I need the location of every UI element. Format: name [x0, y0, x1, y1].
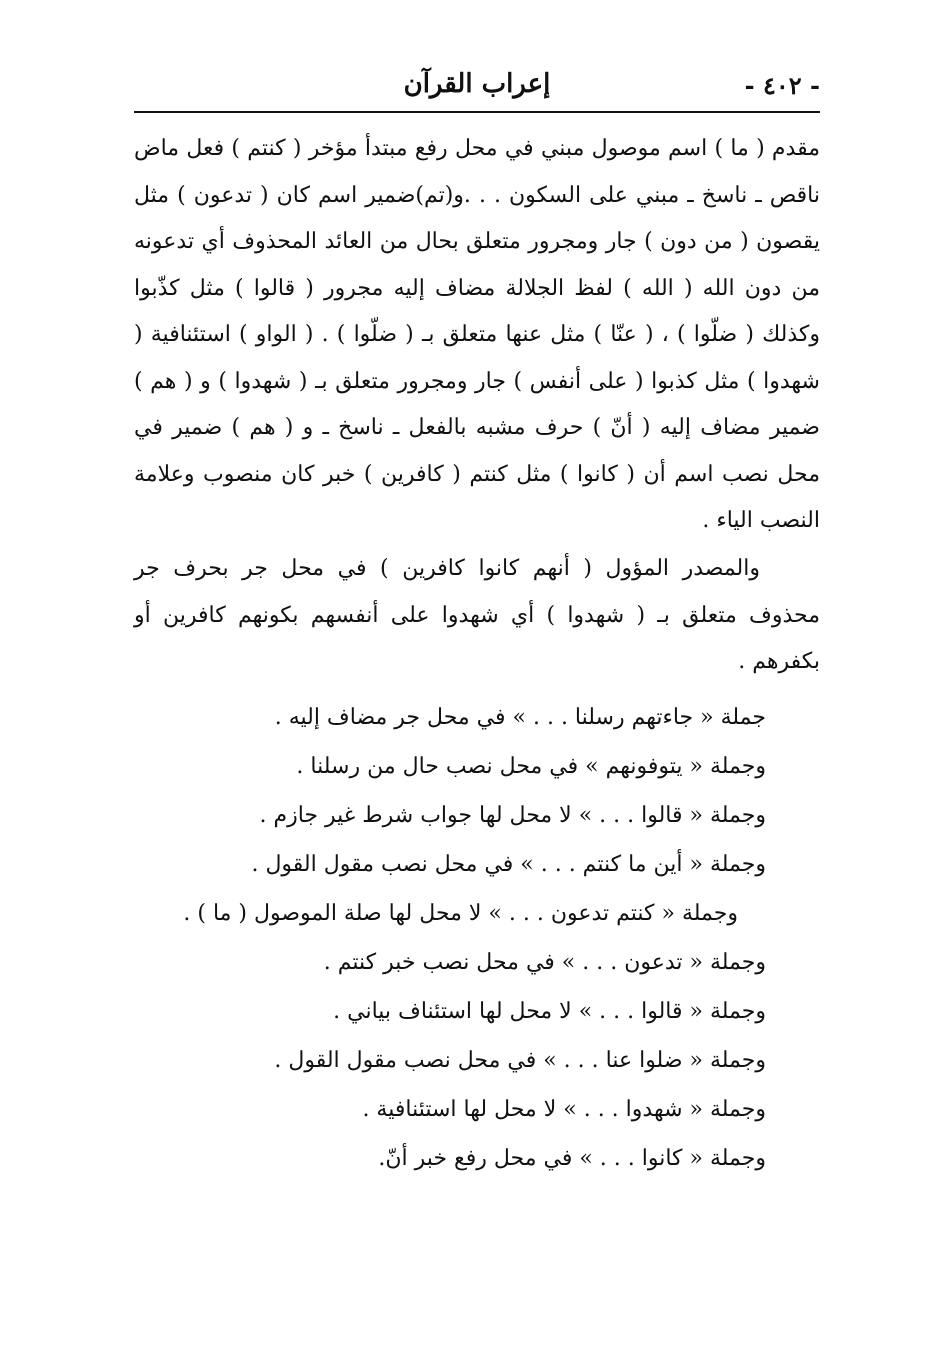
running-title: إعراب القرآن: [403, 69, 551, 99]
list-item: وجملة « شهدوا . . . » لا محل لها استئنافية .: [362, 1097, 766, 1122]
list-item: وجملة « كانوا . . . » في محل رفع خبر أنّ.: [378, 1146, 766, 1171]
list-item: وجملة « قالوا . . . » لا محل لها جواب شرط غير جازم .: [259, 803, 766, 828]
list-item: وجملة « ضلوا عنا . . . » في محل نصب مقول القول .: [274, 1048, 766, 1073]
paragraph: والمصدر المؤول ( أنهم كانوا كافرين ) في محل جر بحرف جر محذوف متعلق بـ ( شهدوا ) أي شهدوا على أنفسهم بكونهم كافرين أو بكفرهم .: [134, 556, 820, 674]
paragraph: مقدم ( ما ) اسم موصول مبني في محل رفع مبتدأ مؤخر ( كنتم ) فعل ماض ناقص ـ ناسخ ـ مبني على السكون . . .و(تم)ضمير اسم كان ( تدعون ) مثل يقصون ( من دون ) جار ومجرور متعلق بحال من العائد المحذوف أي تدعونه من دون الله ( الله ) لفظ الجلالة مضاف إليه مجرور ( قالوا ) مثل كذّبوا وكذلك ( ضلّوا ) ، ( عنّا ) مثل عنها متعلق بـ ( ضلّوا ) . ( الواو ) استئنافية ( شهدوا ) مثل كذبوا ( على أنفس ) جار ومجرور متعلق بـ ( شهدوا ) و ( هم ) ضمير مضاف إليه ( أنّ ) حرف مشبه بالفعل ـ ناسخ ـ و ( هم ) ضمير في محل نصب اسم أن ( كانوا ) مثل كنتم ( كافرين ) خبر كان منصوب وعلامة النصب الياء .: [134, 136, 820, 533]
list-item: وجملة « كنتم تدعون . . . » لا محل لها صلة الموصول ( ما ) .: [183, 901, 738, 926]
sentence-analysis-list: [150, 693, 766, 1183]
header-divider: [134, 111, 820, 113]
page-number: - ٤٠٢ -: [744, 71, 820, 100]
list-item: وجملة « يتوفونهم » في محل نصب حال من رسلنا .: [296, 754, 766, 779]
list-item: وجملة « تدعون . . . » في محل نصب خبر كنتم .: [323, 950, 766, 975]
list-item: جملة « جاءتهم رسلنا . . . » في محل جر مضاف إليه .: [274, 705, 766, 730]
main-text: [134, 126, 820, 545]
list-item: وجملة « أين ما كنتم . . . » في محل نصب مقول القول .: [251, 852, 766, 877]
list-item: وجملة « قالوا . . . » لا محل لها استئناف بياني .: [333, 999, 766, 1024]
page-header: [134, 66, 820, 106]
